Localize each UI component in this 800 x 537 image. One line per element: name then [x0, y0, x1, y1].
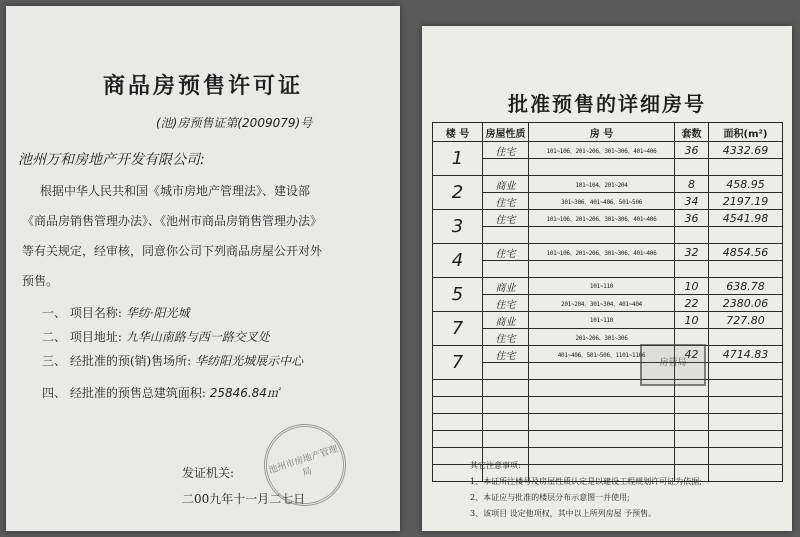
table-row: [433, 244, 783, 261]
header-rooms: 房 号: [529, 123, 675, 142]
header-use: 房屋性质: [483, 123, 529, 142]
item-sales-location: [42, 352, 303, 369]
area-cell: 727.80: [709, 312, 783, 329]
table-row-blank: [433, 159, 783, 176]
notes-section: [470, 458, 702, 522]
certificate-number: (池)房预售证第(2009079)号: [156, 116, 313, 130]
issuer-label: 发证机关:: [182, 466, 235, 480]
table-row: [433, 210, 783, 227]
use-cell: 住宅: [483, 346, 529, 363]
note-line: 1、本证所注楼号及房屋性质认定是以建设工程规划许可证为依据;: [470, 477, 702, 486]
company-name: 池州万和房地产开发有限公司:: [18, 152, 205, 168]
table-row-empty: [433, 380, 783, 397]
item-value: 25846.84㎡: [209, 386, 279, 400]
table-row-empty: [433, 414, 783, 431]
notes-title: 其它注意事项:: [470, 461, 521, 470]
units-cell: 32: [675, 244, 709, 261]
building-number: 2: [433, 176, 483, 210]
units-cell: 36: [675, 142, 709, 159]
table-row: [433, 193, 783, 210]
issue-date: 二00九年十一月二七日: [182, 492, 306, 506]
table-row: [433, 329, 783, 346]
units-cell: 10: [675, 278, 709, 295]
header-units: 套数: [675, 123, 709, 142]
table-row-blank: [433, 227, 783, 244]
units-cell: 10: [675, 312, 709, 329]
room-detail-table: [432, 122, 783, 482]
area-cell: 2197.19: [709, 193, 783, 210]
table-row: [433, 295, 783, 312]
item-value: 华纺·阳光城: [125, 306, 190, 320]
official-stamp: 池州市房地产管理局: [253, 413, 356, 516]
rooms-cell: 101~106、201~206、301~306、401~406: [529, 244, 675, 261]
note-line: 2、本证应与批准的楼层分布示意图一并使用;: [470, 493, 630, 502]
rooms-cell: 401~406、501~506、1101~1106: [529, 346, 675, 363]
item-label: 一、 项目名称:: [42, 306, 122, 320]
rooms-cell: 201~206、301~306: [529, 329, 675, 346]
table-row-blank: [433, 261, 783, 278]
building-number: 3: [433, 210, 483, 244]
table-row-empty: [433, 431, 783, 448]
area-cell: 4541.98: [709, 210, 783, 227]
approval-seal: 房管局: [640, 344, 706, 386]
use-cell: 住宅: [483, 329, 529, 346]
rooms-cell: 201~204、301~304、401~404: [529, 295, 675, 312]
item-project-name: [42, 304, 190, 321]
use-cell: 商业: [483, 312, 529, 329]
item-label: 二、 项目地址:: [42, 330, 122, 344]
building-number: 7: [433, 312, 483, 346]
item-project-address: [42, 328, 270, 345]
use-cell: 商业: [483, 278, 529, 295]
item-value: 九华山南路与西一路交叉处: [125, 330, 270, 344]
building-number: 1: [433, 142, 483, 176]
table-row: [433, 278, 783, 295]
units-cell: 36: [675, 210, 709, 227]
area-cell: 4854.56: [709, 244, 783, 261]
item-value: 华纺阳光城展示中心: [195, 354, 304, 368]
use-cell: 商业: [483, 176, 529, 193]
rooms-cell: 101~104、201~204: [529, 176, 675, 193]
item-total-area: [42, 384, 279, 401]
note-line: 3、该项目 设定他项权，其中以上所列房屋 予预售。: [470, 509, 657, 518]
area-cell: 638.78: [709, 278, 783, 295]
building-number: 5: [433, 278, 483, 312]
table-row: [433, 346, 783, 363]
units-cell: [675, 329, 709, 346]
units-cell: 42: [675, 346, 709, 363]
body-line-3: 等有关规定，经审核，同意你公司下列商品房屋公开对外: [22, 244, 323, 258]
rooms-cell: 301~306、401~406、501~506: [529, 193, 675, 210]
item-label: 三、 经批准的预(销)售场所:: [42, 354, 192, 368]
building-number: 7: [433, 346, 483, 380]
area-cell: 2380.06: [709, 295, 783, 312]
left-certificate-page: [6, 6, 400, 531]
header-building: 楼 号: [433, 123, 483, 142]
area-cell: 4714.83: [709, 346, 783, 363]
units-cell: 34: [675, 193, 709, 210]
use-cell: 住宅: [483, 244, 529, 261]
area-cell: 458.95: [709, 176, 783, 193]
header-area: 面积(m²): [709, 123, 783, 142]
certificate-title: 商品房预售许可证: [102, 73, 303, 99]
use-cell: 住宅: [483, 193, 529, 210]
rooms-cell: 101~110: [529, 278, 675, 295]
table-row: [433, 142, 783, 159]
units-cell: 22: [675, 295, 709, 312]
right-detail-page: [422, 26, 792, 531]
table-header-row: [433, 123, 783, 142]
table-row: [433, 176, 783, 193]
units-cell: 8: [675, 176, 709, 193]
detail-title: 批准预售的详细房号: [508, 92, 706, 116]
building-number: 4: [433, 244, 483, 278]
body-line-1: 根据中华人民共和国《城市房地产管理法》、建设部: [40, 184, 311, 198]
body-line-4: 预售。: [22, 274, 59, 288]
rooms-cell: 101~110: [529, 312, 675, 329]
area-cell: [709, 329, 783, 346]
body-line-2: 《商品房销售管理办法》、《池州市商品房销售管理办法》: [22, 214, 323, 228]
table-row-empty: [433, 397, 783, 414]
use-cell: 住宅: [483, 142, 529, 159]
table-row-blank: [433, 363, 783, 380]
use-cell: 住宅: [483, 210, 529, 227]
use-cell: 住宅: [483, 295, 529, 312]
rooms-cell: 101~106、201~206、301~306、401~406: [529, 142, 675, 159]
rooms-cell: 101~106、201~206、301~306、401~406: [529, 210, 675, 227]
table-row: [433, 312, 783, 329]
area-cell: 4332.69: [709, 142, 783, 159]
item-label: 四、 经批准的预售总建筑面积:: [42, 386, 206, 400]
